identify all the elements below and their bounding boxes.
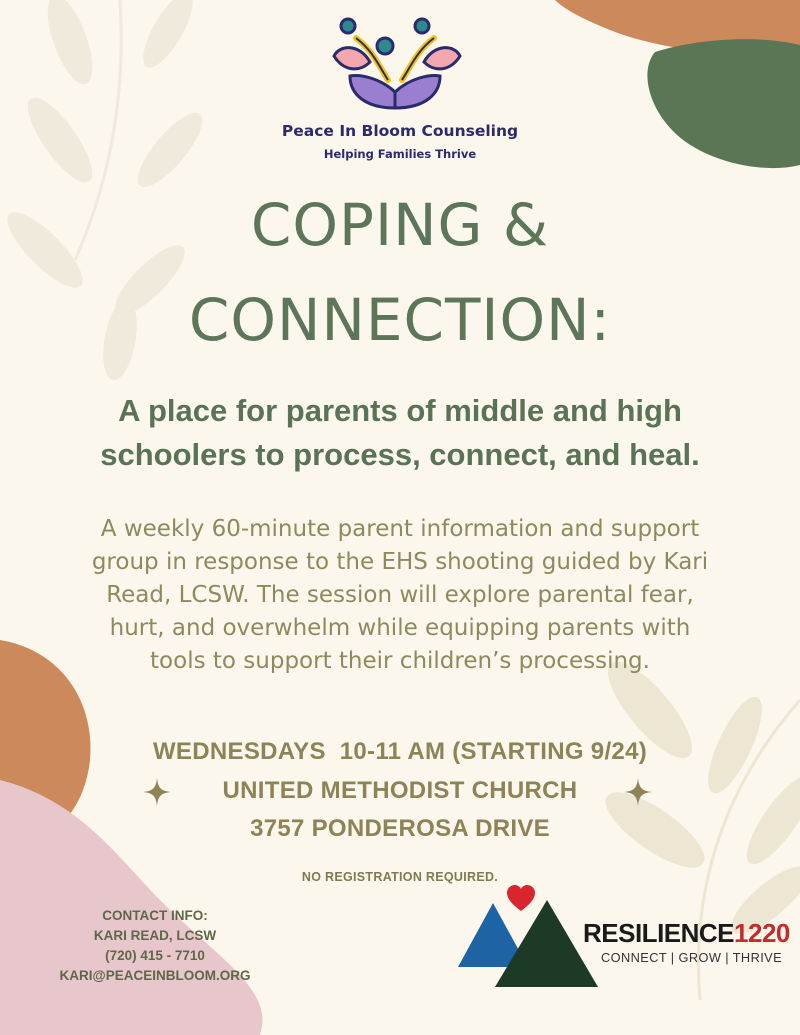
sparkle-icon-right [624, 778, 652, 806]
contact-info [20, 906, 290, 986]
partner-tagline: CONNECT | GROW | THRIVE [601, 950, 783, 965]
description-line-4: hurt, and overwhelm while equipping parents with [109, 615, 691, 641]
title-line-1: COPING & [250, 191, 550, 259]
event-venue: UNITED METHODIST CHURCH [222, 777, 578, 804]
description-line-5: tools to support their children’s processing. [150, 648, 650, 674]
description-line-3: Read, LCSW. The session will explore parental fear, [106, 582, 694, 608]
heart-icon [507, 885, 535, 911]
peace-in-bloom-logo [330, 14, 470, 114]
sparkle-icon-left [143, 778, 171, 806]
event-address: 3757 PONDEROSA DRIVE [250, 815, 550, 842]
partner-name-text: RESILIENCE [583, 918, 735, 948]
contact-heading: CONTACT INFO: [102, 908, 208, 923]
logo-head-right [415, 19, 429, 33]
description [30, 513, 770, 678]
organization-name: Peace In Bloom Counseling [281, 122, 519, 140]
contact-name: KARI READ, LCSW [93, 928, 217, 943]
logo-head-center [377, 38, 393, 54]
registration-note: NO REGISTRATION REQUIRED. [301, 870, 499, 884]
description-line-2: group in response to the EHS shooting guided by Kari [91, 549, 709, 575]
contact-email: KARI@PEACEINBLOOM.ORG [59, 968, 251, 983]
partner-name [583, 918, 790, 949]
description-line-1: A weekly 60-minute parent information and support [100, 516, 700, 542]
subtitle-line-2: schoolers to process, connect, and heal. [100, 437, 700, 472]
contact-phone: (720) 415 - 7710 [105, 948, 205, 963]
organization-tagline: Helping Families Thrive [323, 147, 477, 161]
subtitle [20, 389, 780, 477]
partner-name-number: 1220 [734, 918, 790, 948]
event-schedule: WEDNESDAYS 10-11 AM (STARTING 9/24) [152, 738, 648, 765]
logo-head-left [341, 19, 355, 33]
title-line-2: CONNECTION: [188, 286, 612, 354]
subtitle-line-1: A place for parents of middle and high [118, 393, 682, 428]
